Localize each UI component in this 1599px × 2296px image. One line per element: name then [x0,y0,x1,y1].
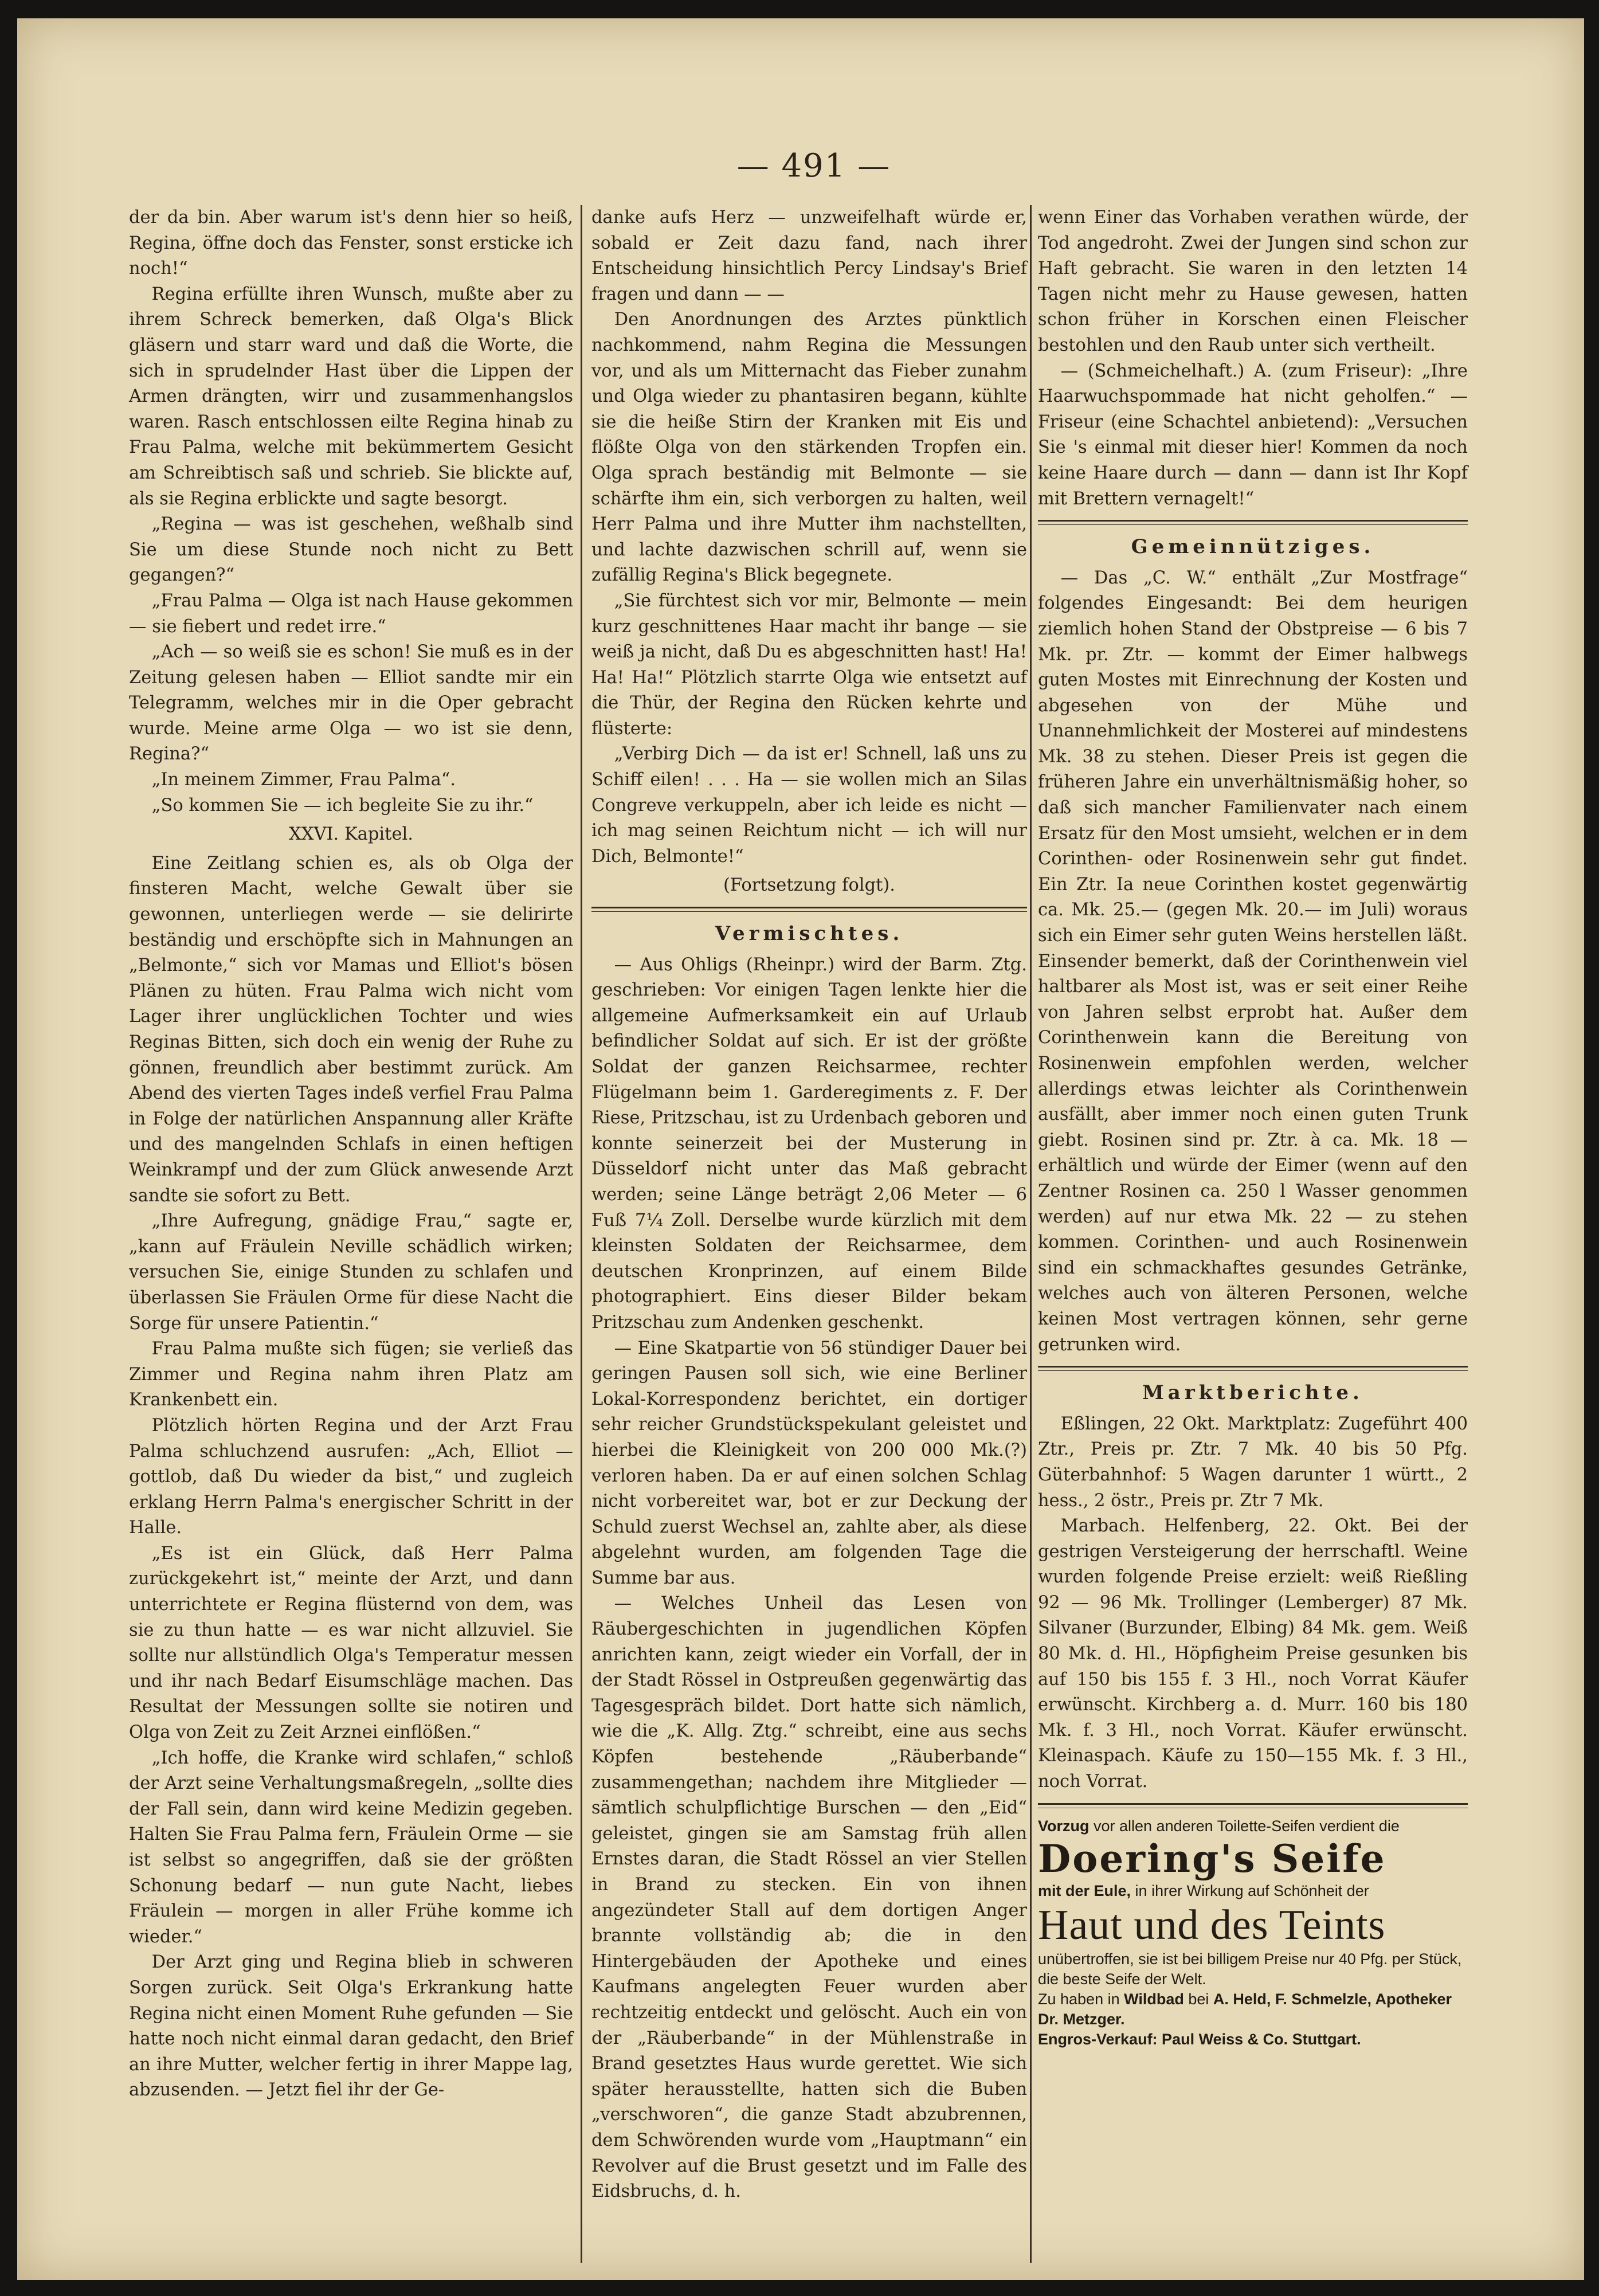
market-report: Eßlingen, 22 Okt. Marktplatz: Zugeführt 400 Ztr., Preis pr. Ztr. 7 Mk. 40 bis 50 Pfg. Güterbahnhof: 5 Wagen darunter 1 württ., 2 hess., 2 östr., Preis pr. Ztr 7 Mk. [1038,1413,1468,1511]
market-report: Marbach. Helfenberg, 22. Okt. Bei der gestrigen Versteigerung der herrschaftl. Weine wurden folgende Preise erzielt: weiß Rießling 92 — 96 Mk. Trollinger (Lemberger) 87 Mk. Silvaner (Burzunder, Elbing) 84 Mk. gem. Weiß 80 Mk. d. Hl., Höpfigheim Preise gesunken bis auf 150 bis 155 f. 3 Hl., noch Vorrat Käufer erwünscht. Kirchberg a. d. Murr. 160 bis 180 Mk. f. 3 Hl., noch Vorrat. Käufer erwünscht. Kleinaspach. Käufe zu 150—155 Mk. f. 3 Hl., noch Vorrat. [1038,1516,1468,1792]
section-divider [1038,1803,1468,1808]
ad-wholesale: Engros-Verkauf: Paul Weiss & Co. Stuttgart. [1038,2030,1361,2048]
story-paragraph: „Es ist ein Glück, daß Herr Palma zurückgekehrt ist,“ meinte der Arzt, und dann unterrichtete er Regina flüsternd von dem, was sie zu thun hatte — es war nicht allzuviel. Sie sollte nur allstündlich Olga's Temperatur messen und ihr nach Bedarf Eisumschläge machen. Das Resultat der Messungen sollte sie notiren und Olga von Zeit zu Zeit Arznei einflößen.“ [129,1543,573,1743]
column-left [129,205,573,2103]
story-paragraph: Den Anordnungen des Arztes pünktlich nachkommend, nahm Regina die Messungen vor, und als um Mitternacht das Fieber zunahm und Olga wieder zu phantasiren begann, kühlte sie die heiße Stirn der Kranken mit Eis und flößte Olga von den stärkenden Tropfen ein. Olga sprach beständig mit Belmonte — sie schärfte ihm ein, sich verborgen zu halten, weil Herr Palma und ihre Mutter ihm nachstellten, und lachte dazwischen schrill auf, wenn sie zufällig Regina's Blick begegnete. [591,309,1027,586]
news-item: — Welches Unheil das Lesen von Räubergeschichten in jugendlichen Köpfen anrichten kann, zeigt wieder ein Vorfall, der in der Stadt Rössel in Ostpreußen gegenwärtig das Tagesgespräch bildet. Dort hatte sich nämlich, wie die „K. Allg. Ztg.“ schreibt, eine aus sechs Köpfen bestehende „Räuberbande“ zusammengethan; nachdem ihre Mitglieder — sämtlich schulpflichtige Burschen — den „Eid“ geleistet, gingen sie am Samstag früh allen Ernstes daran, die Stadt Rössel an vier Stellen in Brand zu stecken. Ein von ihnen angezündeter Stall auf dem dortigen Anger brannte vollständig ab; die in den Hintergebäuden der Apotheke und eines Kaufmans angelegten Feuer wurden aber rechtzeitig entdeckt und gelöscht. Auch ein von der „Räuberbande“ in der Mühlenstraße in Brand gesetztes Haus wurde gerettet. Wie sich später herausstellte, hatten sich die Buben „verschworen“, die ganze Stadt abzubrennen, dem Schwörenden wurde vom „Hauptmann“ ein Revolver auf die Brust gesetzt und im Falle des Eidsbruchs, d. h. [591,1593,1027,2202]
section-heading-vermischtes: Vermischtes. [715,922,904,946]
story-paragraph: „So kommen Sie — ich begleite Sie zu ihr.“ [151,795,534,816]
story-paragraph: Regina erfüllte ihren Wunsch, mußte aber zu ihrem Schreck bemerken, daß Olga's Blick gläsern und starr ward und daß die Worte, die sich in sprudelnder Hast über die Lippen der Armen drängten, wirr und zusammenhangslos waren. Rasch entschlossen eilte Regina hinab zu Frau Palma, welche mit bekümmertem Gesicht am Schreibtisch saß und schrieb. Sie blickte auf, als sie Regina erblickte und sagte besorgt. [129,284,573,509]
chapter-heading: XXVI. Kapitel. [289,824,413,845]
story-paragraph: Plötzlich hörten Regina und der Arzt Frau Palma schluchzend ausrufen: „Ach, Elliot — gottlob, daß Du wieder da bist,“ und zugleich erklang Herrn Palma's energischer Schritt in der Halle. [129,1415,573,1538]
ad-brand: Doering's Seife [1038,1836,1386,1881]
column-divider [581,205,582,2263]
news-item: — Das „C. W.“ enthält „Zur Mostfrage“ folgendes Eingesandt: Bei dem heurigen ziemlich hohen Stand der Obstpreise — 6 bis 7 Mk. pr. Ztr. — kommt der Eimer halbwegs guten Mostes mit Einrechnung der Kosten und abgesehen von der Mühe und Unannehmlichkeit der Mosterei auf mindestens Mk. 38 zu stehen. Dieser Preis ist gegen die früheren Jahre ein unverhältnismäßig hoher, so daß sich mancher Familienvater nach einem Ersatz für den Most umsieht, welchen er in dem Corinthen- oder Rosinenwein sehr gut findet. Ein Ztr. Ia neue Corinthen kostet gegenwärtig ca. Mk. 25.— (gegen Mk. 20.— im Juli) woraus sich ein Eimer sehr guten Weins herstellen läßt. Einsender bemerkt, daß der Corinthenwein viel haltbarer als Most ist, was er seit einer Reihe von Jahren selbst erprobt hat. Außer dem Corinthenwein kann die Bereitung von Rosinenwein empfohlen werden, welcher allerdings etwas leichter als Corinthenwein ausfällt, aber immer noch einen guten Trunk giebt. Rosinen sind pr. Ztr. à ca. Mk. 18 — erhältlich und würde der Eimer (wenn auf den Zentner Rosinen ca. 250 l Wasser genommen werden) auf nur etwa Mk. 22 — zu stehen kommen. Corinthen- und auch Rosinenwein sind ein schmackhaftes gesundes Getränke, welches auch von älteren Personen, welche keinen Most vertragen können, sehr gerne getrunken wird. [1038,567,1468,1355]
news-item: — (Schmeichelhaft.) A. (zum Friseur): „Ihre Haarwuchspommade hat nicht geholfen.“ — Friseur (eine Schachtel anbietend): „Versuchen Sie 's einmal mit dieser hier! Kommen da noch keine Haare durch — dann — dann ist Ihr Kopf mit Brettern vernagelt!“ [1038,361,1468,509]
soap-advertisement [1038,1816,1468,2050]
story-paragraph: „Ich hoffe, die Kranke wird schlafen,“ schloß der Arzt seine Verhaltungsmaßregeln, „sollte dies der Fall sein, dann wird keine Medizin gegeben. Halten Sie Frau Palma fern, Fräulein Orme — sie ist selbst so angegriffen, daß sie der größten Schonung bedarf — nun gute Nacht, liebes Fräulein — morgen in aller Frühe komme ich wieder.“ [129,1748,573,1947]
section-divider [1038,520,1468,525]
section-divider [1038,1366,1468,1371]
section-heading-gemeinnuetziges: Gemeinnütziges. [1131,535,1375,559]
ad-intro: Vorzug vor allen anderen Toilette-Seifen verdient die [1038,1817,1400,1835]
news-item: — Aus Ohligs (Rheinpr.) wird der Barm. Ztg. geschrieben: Vor einigen Tagen lenkte hier die allgemeine Aufmerksamkeit ein auf Urlaub befindlicher Soldat auf sich. Er ist der größte Soldat der ganzen Reichsarmee, rechter Flügelmann beim 1. Garderegiments z. F. Der Riese, Pritzschau, ist zu Urdenbach geboren und konnte seinerzeit bei der Musterung in Düsseldorf nicht unter das Maß gebracht werden; seine Länge beträgt 2,06 Meter — 6 Fuß 7¼ Zoll. Derselbe wurde kürzlich mit dem kleinsten Soldaten der Reichsarmee, dem deutschen Kronprinzen, auf einem Bilde photographiert. Eins dieser Bilder bekam Pritzschau zum Andenken geschenkt. [591,954,1027,1333]
ad-sellers: Zu haben in Wildbad bei A. Held, F. Schmelzle, Apotheker Dr. Metzger. [1038,1990,1452,2028]
section-heading-marktberichte: Marktberichte. [1142,1381,1363,1405]
ad-line: mit der Eule, in ihrer Wirkung auf Schönheit der [1038,1882,1369,1899]
column-right [1038,205,1468,2050]
page-number: — 491 — [736,147,891,185]
story-paragraph: „In meinem Zimmer, Frau Palma“. [151,770,456,790]
section-divider [591,907,1027,912]
news-item: — Eine Skatpartie von 56 stündiger Dauer bei geringen Pausen soll sich, wie eine Berliner Lokal-Korrespondenz berichtet, ein dortiger sehr reicher Grundstückspekulant geleistet und hierbei die Kleinigkeit von 200 000 Mk.(?) verloren haben. Da er auf einen solchen Schlag nicht vorbereitet war, bot er zur Deckung der Schuld zuerst Wechsel an, zahlte aber, als diese abgelehnt wurden, am folgenden Tage die Summe bar aus. [591,1338,1027,1588]
column-divider [1030,205,1032,2263]
ad-slogan: Haut und des Teints [1038,1901,1386,1949]
story-paragraph: danke aufs Herz — unzweifelhaft würde er, sobald er Zeit dazu fand, nach ihrer Entscheidung hinsichtlich Percy Lindsay's Brief fragen und dann — — [591,207,1027,304]
story-paragraph: „Sie fürchtest sich vor mir, Belmonte — mein kurz geschnittenes Haar macht ihr bange — sie weiß ja nicht, daß Du es abgeschnitten hast! Ha! Ha! Ha!“ Plötzlich starrte Olga wie entsetzt auf die Thür, der Regina den Rücken kehrte und flüsterte: [591,590,1027,739]
story-paragraph: „Verbirg Dich — da ist er! Schnell, laß uns zu Schiff eilen! . . . Ha — sie wollen mich an Silas Congreve verkuppeln, aber ich leide es nicht — ich mag seinen Reichtum nicht — ich will nur Dich, Belmonte!“ [591,744,1027,867]
story-paragraph: der da bin. Aber warum ist's denn hier so heiß, Regina, öffne doch das Fenster, sonst ersticke ich noch!“ [129,207,573,279]
story-paragraph: „Regina — was ist geschehen, weßhalb sind Sie um diese Stunde noch nicht zu Bett gegangen?“ [129,514,573,586]
story-paragraph: „Frau Palma — Olga ist nach Hause gekommen — sie fiebert und redet irre.“ [129,590,573,637]
continued-note: (Fortsetzung folgt). [723,875,895,896]
story-paragraph: „Ihre Aufregung, gnädige Frau,“ sagte er, „kann auf Fräulein Neville schädlich wirken; versuchen Sie, einige Stunden zu schlafen und überlassen Sie Fräulen Orme für diese Nacht die Sorge für unsere Patientin.“ [129,1211,573,1334]
story-paragraph: „Ach — so weiß sie es schon! Sie muß es in der Zeitung gelesen haben — Elliot sandte mir ein Telegramm, welches mir in die Oper gebracht wurde. Meine arme Olga — wo ist sie denn, Regina?“ [129,642,573,765]
column-middle [591,205,1027,2205]
news-item: wenn Einer das Vorhaben verathen würde, der Tod angedroht. Zwei der Jungen sind schon zur Haft gebracht. Sie waren in den letzten 14 Tagen nicht mehr zu Hause gewesen, hatten schon früher in Korschen einen Fleischer bestohlen und den Raub unter sich vertheilt. [1038,207,1468,355]
newspaper-page [17,18,1584,2280]
ad-price: unübertroffen, sie ist bei billigem Preise nur 40 Pfg. per Stück, die beste Seife der Welt. [1038,1950,1462,1988]
story-paragraph: Eine Zeitlang schien es, als ob Olga der finsteren Macht, welche Gewalt über sie gewonnen, unterliegen werde — sie delirirte beständig und erschöpfte sich in Mahnungen an „Belmonte,“ sich vor Mamas und Elliot's bösen Plänen zu hüten. Frau Palma wich nicht vom Lager ihrer unglücklichen Tochter und wies Reginas Bitten, sich doch ein wenig der Ruhe zu gönnen, freundlich aber bestimmt zurück. Am Abend des vierten Tages indeß verfiel Frau Palma in Folge der natürlichen Anspannung aller Kräfte und des mangelnden Schlafs in einen heftigen Weinkrampf und der zum Glück anwesende Arzt sandte sie sofort zu Bett. [129,853,573,1206]
story-paragraph: Frau Palma mußte sich fügen; sie verließ das Zimmer und Regina nahm ihren Platz am Krankenbett ein. [129,1339,573,1410]
story-paragraph: Der Arzt ging und Regina blieb in schweren Sorgen zurück. Seit Olga's Erkrankung hatte Regina nicht einen Moment Ruhe gefunden — Sie hatte noch nicht einmal daran gedacht, den Brief an ihre Mutter, welcher fertig in ihrer Mappe lag, abzusenden. — Jetzt fiel ihr der Ge- [129,1952,573,2101]
